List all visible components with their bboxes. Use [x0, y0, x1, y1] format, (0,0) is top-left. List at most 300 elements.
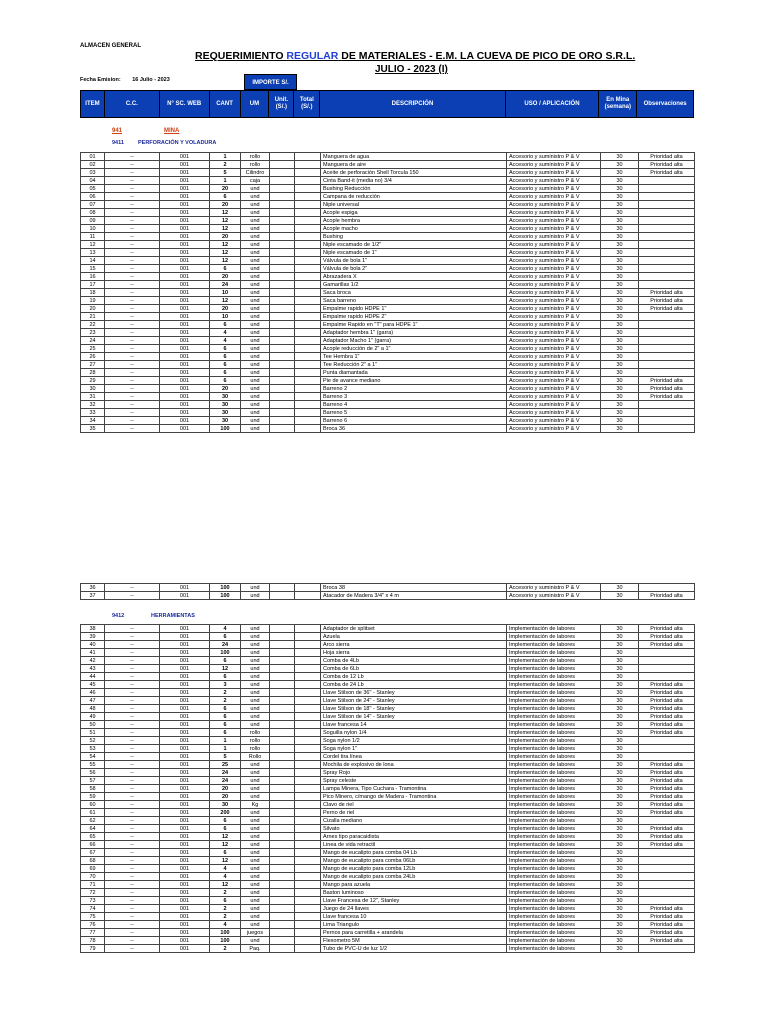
item-cell: 25 [81, 345, 105, 353]
observaciones-cell: Prioridad alta [639, 833, 695, 841]
total-price-cell [295, 169, 321, 177]
cant-cell: 6 [210, 345, 241, 353]
en-mina-cell: 30 [601, 185, 639, 193]
observaciones-cell [639, 233, 695, 241]
description-cell: Niple escamado de 1" [321, 249, 507, 257]
item-cell: 53 [81, 745, 105, 753]
cant-cell: 6 [210, 729, 241, 737]
total-price-cell [295, 592, 321, 600]
cant-cell: 1 [210, 177, 241, 185]
description-cell: Perno de riel [321, 809, 507, 817]
col-uso: USO / APLICACIÓN [506, 91, 600, 117]
cc-cell: -- [105, 241, 160, 249]
uso-cell: Accesorio y suministro P & V [507, 393, 601, 401]
table-row [81, 865, 695, 873]
cc-cell: -- [105, 209, 160, 217]
um-cell: und [241, 713, 270, 721]
cc-cell: -- [105, 881, 160, 889]
uso-cell: Implementación de labores [507, 905, 601, 913]
table-row [81, 289, 695, 297]
unit-price-cell [270, 897, 295, 905]
cc-cell: -- [105, 169, 160, 177]
total-price-cell [295, 385, 321, 393]
description-cell: Acople espiga [321, 209, 507, 217]
uso-cell: Implementación de labores [507, 937, 601, 945]
item-cell: 18 [81, 289, 105, 297]
description-cell: Mochila de explosivo de lona [321, 761, 507, 769]
cc-cell: -- [105, 921, 160, 929]
observaciones-cell: Prioridad alta [639, 625, 695, 633]
cant-cell: 12 [210, 225, 241, 233]
observaciones-cell [639, 849, 695, 857]
description-cell: Empalme rapido HDPE 2" [321, 313, 507, 321]
observaciones-cell [639, 265, 695, 273]
um-cell: Paq. [241, 945, 270, 953]
cc-cell: -- [105, 369, 160, 377]
um-cell: und [241, 817, 270, 825]
cc-cell: -- [105, 161, 160, 169]
unit-price-cell [270, 393, 295, 401]
item-cell: 79 [81, 945, 105, 953]
sc-web-cell: 001 [160, 849, 210, 857]
observaciones-cell: Prioridad alta [639, 937, 695, 945]
sc-web-cell: 001 [160, 393, 210, 401]
cant-cell: 5 [210, 753, 241, 761]
cant-cell: 10 [210, 313, 241, 321]
observaciones-cell [639, 425, 695, 433]
observaciones-cell [639, 345, 695, 353]
cant-cell: 6 [210, 353, 241, 361]
en-mina-cell: 30 [601, 313, 639, 321]
unit-price-cell [270, 801, 295, 809]
observaciones-cell [639, 865, 695, 873]
observaciones-cell: Prioridad alta [639, 377, 695, 385]
description-cell: Abrazadera X [321, 273, 507, 281]
sc-web-cell: 001 [160, 897, 210, 905]
cc-cell: -- [105, 641, 160, 649]
sc-web-cell: 001 [160, 729, 210, 737]
table-herramientas [80, 624, 695, 953]
unit-price-cell [270, 865, 295, 873]
table-row [81, 377, 695, 385]
table-row [81, 584, 695, 592]
cant-cell: 12 [210, 841, 241, 849]
unit-price-cell [270, 193, 295, 201]
table-row [81, 921, 695, 929]
unit-price-cell [270, 785, 295, 793]
observaciones-cell [639, 401, 695, 409]
um-cell: rollo [241, 729, 270, 737]
item-cell: 04 [81, 177, 105, 185]
item-cell: 75 [81, 913, 105, 921]
uso-cell: Implementación de labores [507, 633, 601, 641]
cant-cell: 25 [210, 761, 241, 769]
um-cell: und [241, 873, 270, 881]
unit-price-cell [270, 385, 295, 393]
table-row [81, 633, 695, 641]
en-mina-cell: 30 [601, 929, 639, 937]
cant-cell: 100 [210, 929, 241, 937]
observaciones-cell: Prioridad alta [639, 641, 695, 649]
cant-cell: 4 [210, 873, 241, 881]
company-name: ALMACEN GENERAL [80, 43, 141, 49]
uso-cell: Accesorio y suministro P & V [507, 297, 601, 305]
sc-web-cell: 001 [160, 185, 210, 193]
unit-price-cell [270, 329, 295, 337]
en-mina-cell: 30 [601, 921, 639, 929]
um-cell: und [241, 777, 270, 785]
total-price-cell [295, 857, 321, 865]
item-cell: 24 [81, 337, 105, 345]
item-cell: 17 [81, 281, 105, 289]
en-mina-cell: 30 [601, 633, 639, 641]
um-cell: und [241, 633, 270, 641]
uso-cell: Accesorio y suministro P & V [507, 265, 601, 273]
total-price-cell [295, 201, 321, 209]
unit-price-cell [270, 761, 295, 769]
total-price-cell [295, 337, 321, 345]
total-price-cell [295, 641, 321, 649]
item-cell: 65 [81, 833, 105, 841]
cc-cell: -- [105, 321, 160, 329]
observaciones-cell: Prioridad alta [639, 841, 695, 849]
description-cell: Empalme rapido HDPE 1" [321, 305, 507, 313]
total-price-cell [295, 881, 321, 889]
uso-cell: Implementación de labores [507, 705, 601, 713]
unit-price-cell [270, 217, 295, 225]
sc-web-cell: 001 [160, 745, 210, 753]
cant-cell: 4 [210, 865, 241, 873]
item-cell: 29 [81, 377, 105, 385]
table-row [81, 833, 695, 841]
sc-web-cell: 001 [160, 425, 210, 433]
total-price-cell [295, 625, 321, 633]
um-cell: und [241, 641, 270, 649]
en-mina-cell: 30 [601, 321, 639, 329]
sc-web-cell: 001 [160, 689, 210, 697]
table-row [81, 737, 695, 745]
total-price-cell [295, 873, 321, 881]
observaciones-cell [639, 417, 695, 425]
total-price-cell [295, 361, 321, 369]
section-name-mina: MINA [164, 128, 180, 134]
description-cell: Atacador de Madera 3/4" x 4 m [321, 592, 507, 600]
cc-cell: -- [105, 657, 160, 665]
item-cell: 09 [81, 217, 105, 225]
uso-cell: Accesorio y suministro P & V [507, 377, 601, 385]
en-mina-cell: 30 [601, 777, 639, 785]
sc-web-cell: 001 [160, 841, 210, 849]
sc-web-cell: 001 [160, 625, 210, 633]
table-perforacion-cont [80, 583, 695, 600]
um-cell: und [241, 385, 270, 393]
description-cell: Pie de avance mediano [321, 377, 507, 385]
en-mina-cell: 30 [601, 729, 639, 737]
cant-cell: 100 [210, 649, 241, 657]
section-code-perforacion: 9411 [112, 140, 124, 146]
um-cell: Cilindro [241, 169, 270, 177]
en-mina-cell: 30 [601, 897, 639, 905]
uso-cell: Accesorio y suministro P & V [507, 169, 601, 177]
cc-cell: -- [105, 153, 160, 161]
total-price-cell [295, 665, 321, 673]
cant-cell: 100 [210, 584, 241, 592]
cc-cell: -- [105, 177, 160, 185]
cc-cell: -- [105, 809, 160, 817]
item-cell: 03 [81, 169, 105, 177]
cc-cell: -- [105, 201, 160, 209]
sc-web-cell: 001 [160, 649, 210, 657]
table-row [81, 713, 695, 721]
sc-web-cell: 001 [160, 401, 210, 409]
cc-cell: -- [105, 345, 160, 353]
cant-cell: 6 [210, 265, 241, 273]
cant-cell: 24 [210, 641, 241, 649]
sc-web-cell: 001 [160, 265, 210, 273]
table-row [81, 417, 695, 425]
table-row [81, 153, 695, 161]
description-cell: Mango de eucalipto para comba 12Lb [321, 865, 507, 873]
en-mina-cell: 30 [601, 641, 639, 649]
observaciones-cell: Prioridad alta [639, 721, 695, 729]
uso-cell: Accesorio y suministro P & V [507, 257, 601, 265]
uso-cell: Implementación de labores [507, 641, 601, 649]
en-mina-cell: 30 [601, 937, 639, 945]
description-cell: Azuela [321, 633, 507, 641]
observaciones-cell: Prioridad alta [639, 929, 695, 937]
observaciones-cell [639, 889, 695, 897]
table-row [81, 937, 695, 945]
item-cell: 56 [81, 769, 105, 777]
unit-price-cell [270, 305, 295, 313]
cc-cell: -- [105, 233, 160, 241]
sc-web-cell: 001 [160, 929, 210, 937]
unit-price-cell [270, 921, 295, 929]
um-cell: rollo [241, 153, 270, 161]
sc-web-cell: 001 [160, 193, 210, 201]
cant-cell: 12 [210, 241, 241, 249]
cant-cell: 12 [210, 297, 241, 305]
en-mina-cell: 30 [601, 592, 639, 600]
cc-cell: -- [105, 929, 160, 937]
um-cell: und [241, 721, 270, 729]
en-mina-cell: 30 [601, 657, 639, 665]
sc-web-cell: 001 [160, 785, 210, 793]
total-price-cell [295, 249, 321, 257]
total-price-cell [295, 409, 321, 417]
total-price-cell [295, 737, 321, 745]
item-cell: 45 [81, 681, 105, 689]
sc-web-cell: 001 [160, 777, 210, 785]
title-prefix: REQUERIMIENTO [195, 50, 284, 62]
cant-cell: 2 [210, 689, 241, 697]
um-cell: und [241, 793, 270, 801]
item-cell: 32 [81, 401, 105, 409]
table-row [81, 281, 695, 289]
cant-cell: 30 [210, 417, 241, 425]
uso-cell: Accesorio y suministro P & V [507, 401, 601, 409]
sc-web-cell: 001 [160, 289, 210, 297]
observaciones-cell: Prioridad alta [639, 777, 695, 785]
item-cell: 50 [81, 721, 105, 729]
period-label: JULIO - 2023 (I) [375, 64, 448, 75]
total-price-cell [295, 777, 321, 785]
unit-price-cell [270, 697, 295, 705]
cant-cell: 1 [210, 153, 241, 161]
en-mina-cell: 30 [601, 289, 639, 297]
importe-header: IMPORTE S/. [244, 74, 297, 90]
table-row [81, 649, 695, 657]
cc-cell: -- [105, 273, 160, 281]
um-cell: und [241, 233, 270, 241]
um-cell: und [241, 857, 270, 865]
unit-price-cell [270, 345, 295, 353]
item-cell: 10 [81, 225, 105, 233]
sc-web-cell: 001 [160, 153, 210, 161]
total-price-cell [295, 265, 321, 273]
title-suffix: DE MATERIALES - E.M. LA CUEVA DE PICO DE ORO S.R.L. [341, 50, 636, 62]
table-row [81, 425, 695, 433]
item-cell: 21 [81, 313, 105, 321]
observaciones-cell: Prioridad alta [639, 289, 695, 297]
description-cell: Llave Stilson de 14" - Stanley [321, 713, 507, 721]
unit-price-cell [270, 649, 295, 657]
table-row [81, 945, 695, 953]
unit-price-cell [270, 777, 295, 785]
en-mina-cell: 30 [601, 737, 639, 745]
en-mina-cell: 30 [601, 801, 639, 809]
total-price-cell [295, 161, 321, 169]
description-cell: Manguera de aire [321, 161, 507, 169]
um-cell: und [241, 625, 270, 633]
cc-cell: -- [105, 193, 160, 201]
total-price-cell [295, 633, 321, 641]
cant-cell: 24 [210, 769, 241, 777]
observaciones-cell [639, 241, 695, 249]
um-cell: und [241, 217, 270, 225]
um-cell: rollo [241, 745, 270, 753]
observaciones-cell [639, 649, 695, 657]
total-price-cell [295, 305, 321, 313]
cant-cell: 5 [210, 169, 241, 177]
en-mina-cell: 30 [601, 849, 639, 857]
unit-price-cell [270, 185, 295, 193]
table-row [81, 193, 695, 201]
total-price-cell [295, 713, 321, 721]
uso-cell: Accesorio y suministro P & V [507, 233, 601, 241]
table-row [81, 401, 695, 409]
unit-price-cell [270, 257, 295, 265]
description-cell: Saca broca [321, 289, 507, 297]
observaciones-cell: Prioridad alta [639, 633, 695, 641]
table-row [81, 673, 695, 681]
en-mina-cell: 30 [601, 705, 639, 713]
uso-cell: Implementación de labores [507, 889, 601, 897]
en-mina-cell: 30 [601, 273, 639, 281]
cant-cell: 6 [210, 633, 241, 641]
um-cell: caja [241, 177, 270, 185]
observaciones-cell [639, 737, 695, 745]
description-cell: Broca 36 [321, 425, 507, 433]
sc-web-cell: 001 [160, 881, 210, 889]
sc-web-cell: 001 [160, 169, 210, 177]
um-cell: und [241, 785, 270, 793]
table-row [81, 657, 695, 665]
sc-web-cell: 001 [160, 801, 210, 809]
um-cell: und [241, 313, 270, 321]
cant-cell: 6 [210, 361, 241, 369]
description-cell: Llave francesa 14 [321, 721, 507, 729]
item-cell: 76 [81, 921, 105, 929]
table-row [81, 817, 695, 825]
um-cell: und [241, 329, 270, 337]
uso-cell: Accesorio y suministro P & V [507, 289, 601, 297]
total-price-cell [295, 185, 321, 193]
observaciones-cell [639, 249, 695, 257]
description-cell: Mango de eucalipto para comba 04 Lb [321, 849, 507, 857]
total-price-cell [295, 425, 321, 433]
unit-price-cell [270, 673, 295, 681]
sc-web-cell: 001 [160, 753, 210, 761]
sc-web-cell: 001 [160, 345, 210, 353]
table-row [81, 689, 695, 697]
um-cell: und [241, 897, 270, 905]
description-cell: Campana de reducción [321, 193, 507, 201]
description-cell: Pernos para carretilla + arandela [321, 929, 507, 937]
unit-price-cell [270, 625, 295, 633]
en-mina-cell: 30 [601, 584, 639, 592]
observaciones-cell: Prioridad alta [639, 169, 695, 177]
uso-cell: Accesorio y suministro P & V [507, 417, 601, 425]
item-cell: 13 [81, 249, 105, 257]
um-cell: und [241, 584, 270, 592]
observaciones-cell: Prioridad alta [639, 729, 695, 737]
cc-cell: -- [105, 249, 160, 257]
observaciones-cell [639, 857, 695, 865]
total-price-cell [295, 649, 321, 657]
uso-cell: Implementación de labores [507, 673, 601, 681]
item-cell: 40 [81, 641, 105, 649]
uso-cell: Accesorio y suministro P & V [507, 217, 601, 225]
sc-web-cell: 001 [160, 385, 210, 393]
sc-web-cell: 001 [160, 249, 210, 257]
description-cell: Acople macho [321, 225, 507, 233]
unit-price-cell [270, 681, 295, 689]
en-mina-cell: 30 [601, 177, 639, 185]
total-price-cell [295, 393, 321, 401]
observaciones-cell [639, 897, 695, 905]
total-price-cell [295, 865, 321, 873]
total-price-cell [295, 705, 321, 713]
unit-price-cell [270, 273, 295, 281]
en-mina-cell: 30 [601, 161, 639, 169]
unit-price-cell [270, 409, 295, 417]
total-price-cell [295, 209, 321, 217]
sc-web-cell: 001 [160, 305, 210, 313]
unit-price-cell [270, 417, 295, 425]
en-mina-cell: 30 [601, 785, 639, 793]
en-mina-cell: 30 [601, 209, 639, 217]
en-mina-cell: 30 [601, 329, 639, 337]
total-price-cell [295, 929, 321, 937]
sc-web-cell: 001 [160, 409, 210, 417]
sc-web-cell: 001 [160, 737, 210, 745]
cc-cell: -- [105, 681, 160, 689]
total-price-cell [295, 321, 321, 329]
item-cell: 35 [81, 425, 105, 433]
sc-web-cell: 001 [160, 817, 210, 825]
um-cell: Kg [241, 801, 270, 809]
